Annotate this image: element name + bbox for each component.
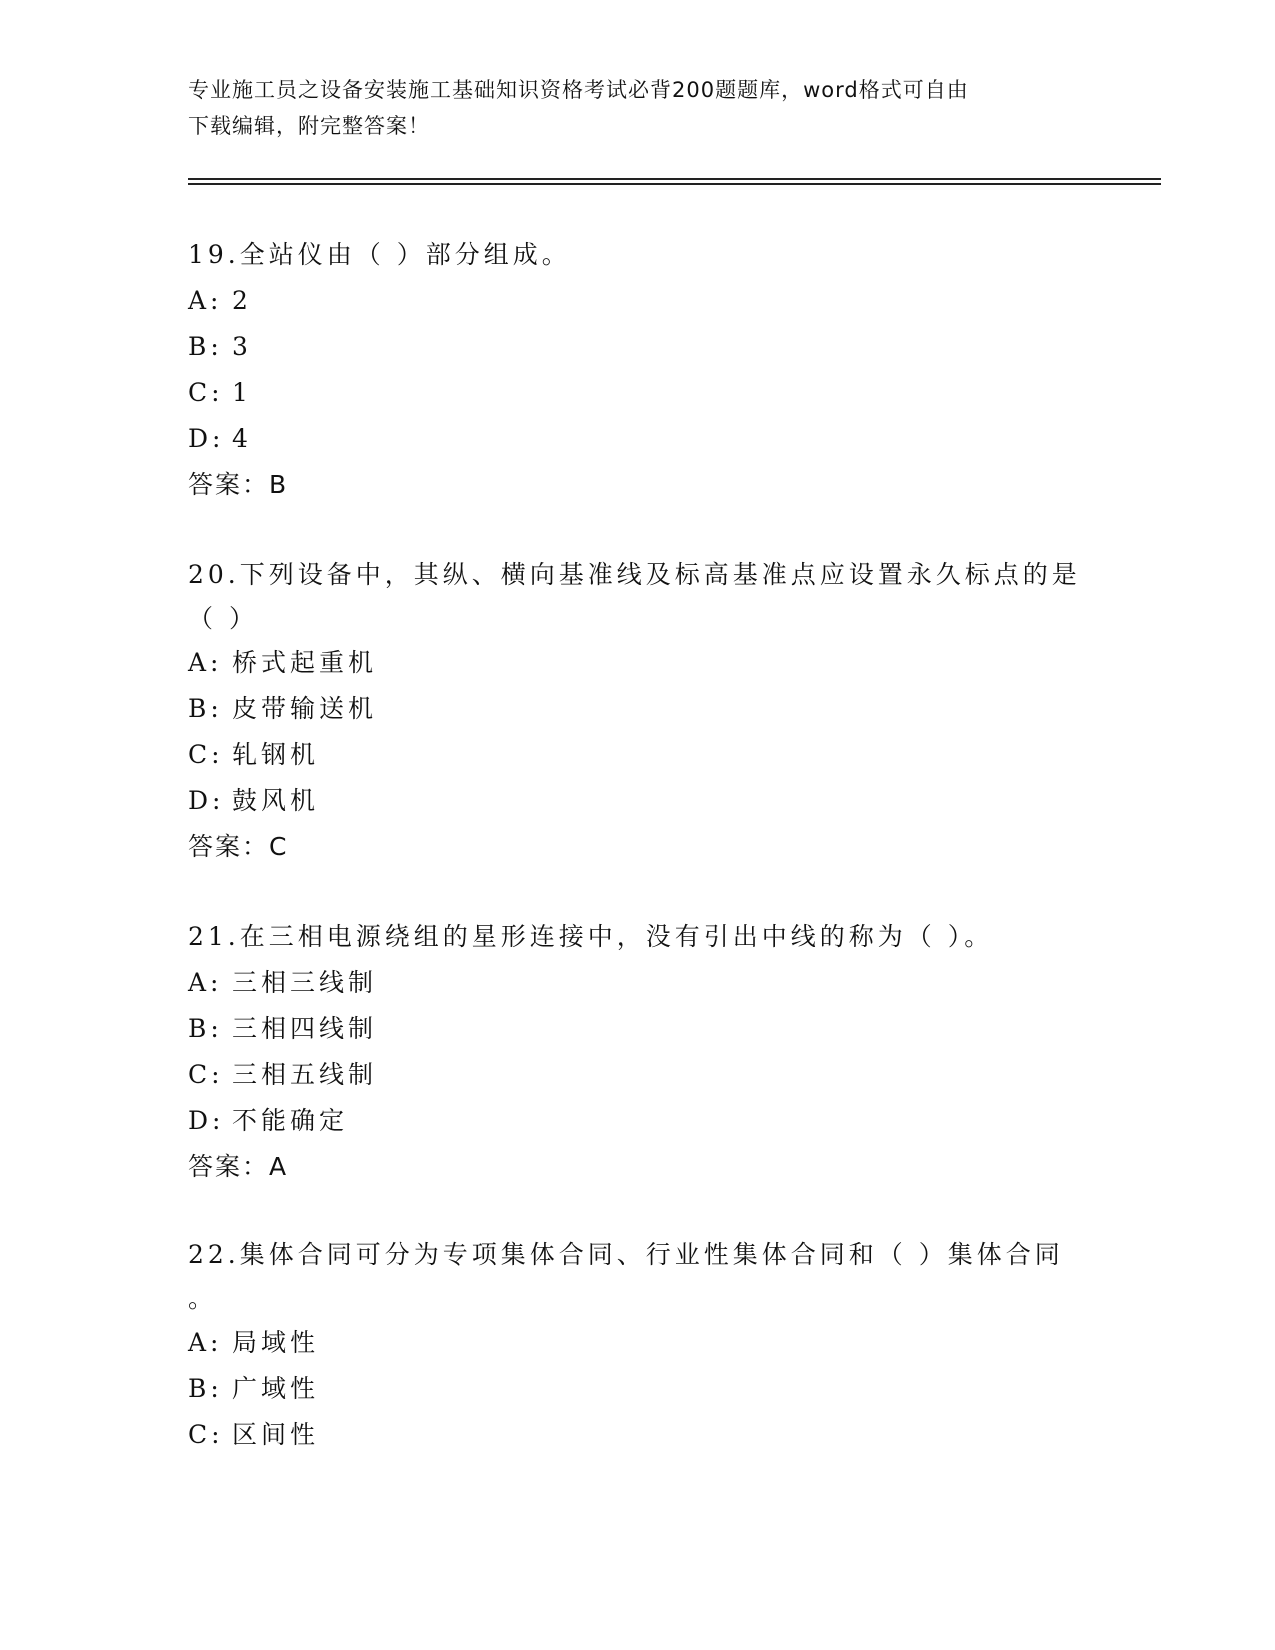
header-rule-top bbox=[188, 178, 1161, 180]
option-letter: D: bbox=[188, 424, 225, 453]
option-letter: A: bbox=[188, 648, 223, 677]
option-d bbox=[188, 1098, 1088, 1144]
option-text: 广域性 bbox=[232, 1374, 320, 1403]
option-d bbox=[188, 416, 1088, 462]
option-text: 局域性 bbox=[232, 1328, 320, 1357]
option-a bbox=[188, 960, 1088, 1006]
option-text: 三相四线制 bbox=[232, 1014, 378, 1043]
option-text: 4 bbox=[232, 424, 252, 453]
document-header bbox=[188, 72, 1088, 144]
option-a bbox=[188, 278, 1088, 324]
option-letter: C: bbox=[188, 378, 224, 407]
question-stem-continued: （ ） bbox=[188, 604, 258, 633]
option-letter: D: bbox=[188, 1106, 225, 1135]
option-letter: B: bbox=[188, 1014, 223, 1043]
answer: 答案：C bbox=[188, 832, 289, 861]
option-letter: A: bbox=[188, 968, 223, 997]
option-text: 三相三线制 bbox=[232, 968, 378, 997]
option-text: 轧钢机 bbox=[232, 740, 320, 769]
option-c bbox=[188, 1052, 1088, 1098]
option-letter: A: bbox=[188, 1328, 223, 1357]
question-stem: 21.在三相电源绕组的星形连接中，没有引出中线的称为（ ）。 bbox=[188, 922, 994, 951]
header-rule-bottom bbox=[188, 183, 1161, 185]
question-stem: 20.下列设备中，其纵、横向基准线及标高基准点应设置永久标点的是 bbox=[188, 560, 1081, 589]
answer: 答案：A bbox=[188, 1152, 289, 1181]
option-letter: B: bbox=[188, 694, 223, 723]
option-text: 三相五线制 bbox=[232, 1060, 378, 1089]
question-19 bbox=[188, 232, 1088, 508]
option-text: 鼓风机 bbox=[232, 786, 320, 815]
option-text: 不能确定 bbox=[232, 1106, 349, 1135]
question-stem: 22.集体合同可分为专项集体合同、行业性集体合同和（ ）集体合同 bbox=[188, 1240, 1064, 1269]
option-c bbox=[188, 370, 1088, 416]
option-b bbox=[188, 686, 1088, 732]
option-b bbox=[188, 324, 1088, 370]
question-21 bbox=[188, 914, 1088, 1190]
option-letter: C: bbox=[188, 740, 224, 769]
option-text: 1 bbox=[232, 378, 252, 407]
option-b bbox=[188, 1006, 1088, 1052]
option-a bbox=[188, 1320, 1088, 1366]
option-letter: C: bbox=[188, 1060, 224, 1089]
answer: 答案：B bbox=[188, 470, 289, 499]
option-c bbox=[188, 732, 1088, 778]
option-letter: C: bbox=[188, 1420, 224, 1449]
option-a bbox=[188, 640, 1088, 686]
option-letter: A: bbox=[188, 286, 223, 315]
option-text: 2 bbox=[232, 286, 252, 315]
question-22 bbox=[188, 1232, 1088, 1458]
option-text: 区间性 bbox=[232, 1420, 320, 1449]
question-stem-continued: 。 bbox=[188, 1284, 218, 1313]
option-letter: B: bbox=[188, 332, 223, 361]
option-text: 皮带输送机 bbox=[232, 694, 378, 723]
option-letter: B: bbox=[188, 1374, 223, 1403]
option-letter: D: bbox=[188, 786, 225, 815]
option-text: 3 bbox=[232, 332, 252, 361]
option-b bbox=[188, 1366, 1088, 1412]
option-c bbox=[188, 1412, 1088, 1458]
header-line-1: 专业施工员之设备安装施工基础知识资格考试必背200题题库，word格式可自由 bbox=[188, 78, 969, 102]
question-20 bbox=[188, 552, 1088, 870]
option-text: 桥式起重机 bbox=[232, 648, 378, 677]
question-stem: 19.全站仪由（ ）部分组成。 bbox=[188, 240, 571, 269]
header-line-2: 下载编辑，附完整答案！ bbox=[188, 114, 430, 138]
option-d bbox=[188, 778, 1088, 824]
